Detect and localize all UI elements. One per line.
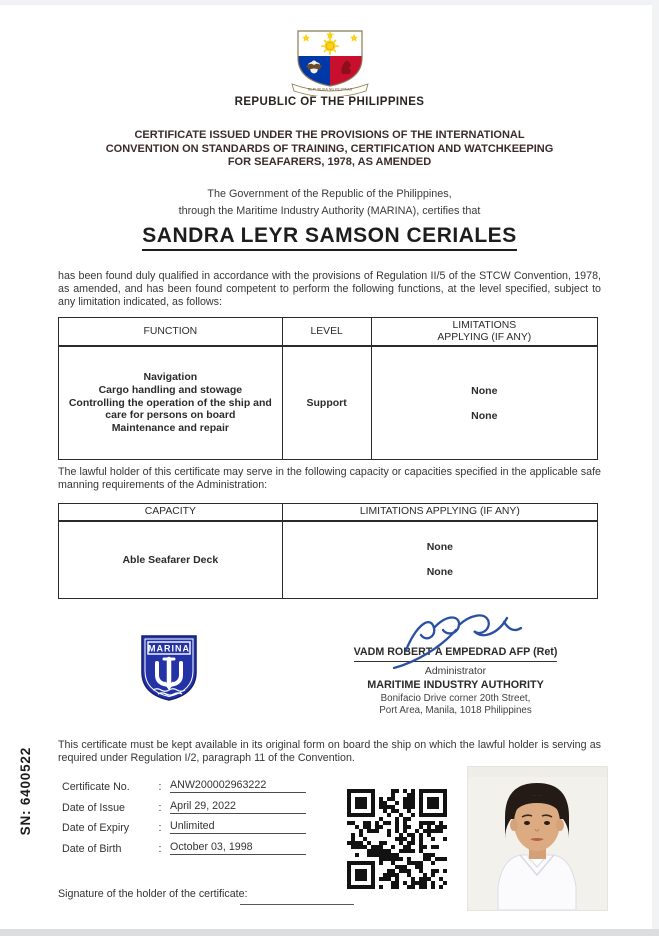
capacity-table-row: [59, 521, 598, 599]
qualification-paragraph: has been found duly qualified in accordance with the provisions of Regulation II/5 of the STCW Convention, 1978, as amended, and has been found competent to perform the following functions, at the level specified, subject to any limitation indicated, as follows:: [58, 270, 601, 309]
function-table: [58, 317, 598, 460]
detail-row-date-of-birth: Date of Birth : October 03, 1998: [62, 841, 306, 855]
marina-logo-text: MARINA: [148, 643, 190, 654]
detail-row-date-of-issue: Date of Issue : April 29, 2022: [62, 800, 306, 814]
capacity-limitations-header: LIMITATIONS APPLYING (IF ANY): [282, 504, 597, 521]
certificate-title-line3: FOR SEAFARERS, 1978, AS AMENDED: [227, 156, 432, 168]
holder-name: SANDRA LEYR SAMSON CERIALES: [0, 224, 659, 251]
holder-photo: [467, 766, 608, 911]
date-of-birth-value: October 03, 1998: [170, 841, 306, 855]
coat-of-arms-banner-text: REPUBLIKA NG PILIPINAS: [307, 87, 352, 92]
capacity-limitations-cell: None None: [282, 521, 597, 599]
signature-block: [343, 610, 568, 717]
function-table-header-row: [59, 318, 598, 347]
availability-paragraph: This certificate must be kept available in its original form on board the ship on which the lawful holder is serving as required under Regulation I/2, paragraph 11 of the Convention.: [58, 739, 601, 765]
function-table-row: [59, 346, 598, 460]
certificate-title: [0, 129, 659, 170]
holder-signature-line: [240, 904, 354, 905]
country-title: REPUBLIC OF THE PHILIPPINES: [234, 96, 425, 108]
signatory-title: Administrator: [424, 666, 487, 677]
certificate-details: [62, 779, 306, 861]
limitations-header: LIMITATIONS APPLYING (IF ANY): [371, 318, 597, 347]
level-header: LEVEL: [282, 318, 371, 347]
administrator-signature-icon: [343, 610, 568, 656]
limitations-cell: None None: [371, 346, 597, 460]
function-header: FUNCTION: [59, 318, 283, 347]
detail-row-certificate-no: Certificate No. : ANW200002963222: [62, 779, 306, 793]
capacity-table: [58, 503, 598, 599]
level-cell: Support: [282, 346, 371, 460]
signatory-organization: MARITIME INDUSTRY AUTHORITY: [367, 679, 544, 691]
marina-logo-icon: [140, 634, 198, 707]
capacity-paragraph: The lawful holder of this certificate may serve in the following capacity or capacities specified in the applicable safe manning requirements of the Administration:: [58, 466, 601, 492]
capacity-table-header-row: [59, 504, 598, 521]
certificate-title-line2: CONVENTION ON STANDARDS OF TRAINING, CERTIFICATION AND WATCHKEEPING: [105, 142, 554, 155]
philippine-coat-of-arms-icon: [0, 30, 659, 101]
certifying-statement-line2: through the Maritime Industry Authority (MARINA), certifies that: [178, 204, 481, 217]
page-edge-bottom: [0, 929, 659, 936]
qr-code: [345, 787, 448, 890]
certificate-number-value: ANW200002963222: [170, 779, 306, 793]
function-cell: Navigation Cargo handling and stowage Controlling the operation of the ship and care for persons on board Maintenance and repair: [59, 346, 283, 460]
certifying-statement-line1: The Government of the Republic of the Philippines,: [207, 188, 452, 200]
certificate-title-line1: CERTIFICATE ISSUED UNDER THE PROVISIONS OF THE INTERNATIONAL: [134, 129, 525, 141]
date-of-issue-value: April 29, 2022: [170, 800, 306, 814]
page-edge-top: [0, 0, 659, 5]
detail-row-date-of-expiry: Date of Expiry : Unlimited: [62, 820, 306, 834]
capacity-cell: Able Seafarer Deck: [59, 521, 283, 599]
certifying-statement: [0, 186, 659, 219]
holder-signature-label: Signature of the holder of the certificate:: [58, 888, 248, 900]
signatory-name: VADM ROBERT A EMPEDRAD AFP (Ret): [354, 646, 558, 662]
serial-number: SN: 6400522: [18, 747, 33, 836]
capacity-header: CAPACITY: [59, 504, 283, 521]
organization-address: Bonifacio Drive corner 20th Street, Port Area, Manila, 1018 Philippines: [379, 693, 532, 716]
date-of-expiry-value: Unlimited: [170, 820, 306, 834]
